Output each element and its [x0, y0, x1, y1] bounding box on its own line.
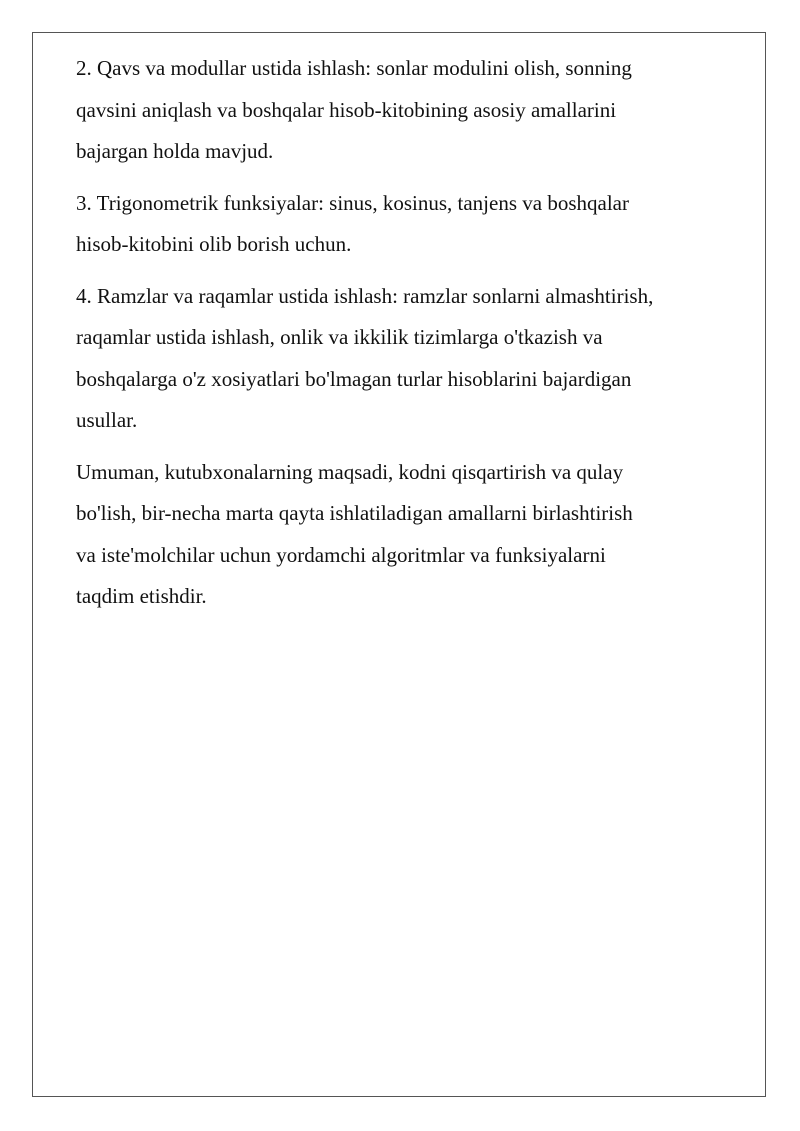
- document-body: [76, 48, 756, 628]
- paragraph-trigonometric-functions: 3. Trigonometrik funksiyalar: sinus, kosinus, tanjens va boshqalar hisob-kitobini olib borish uchun.: [76, 190, 629, 256]
- paragraph-summary: Umuman, kutubxonalarning maqsadi, kodni qisqartirish va qulay bo'lish, bir-necha marta qayta ishlatiladigan amallarni birlashtirish va iste'molchilar uchun yordamchi algoritmlar va funksiyalarni taqdim etishdir.: [76, 459, 633, 608]
- paragraph-symbols-numbers: 4. Ramzlar va raqamlar ustida ishlash: ramzlar sonlarni almashtirish, raqamlar ustida ishlash, onlik va ikkilik tizimlarga o'tkazish va boshqalarga o'z xosiyatlari bo'lmagan turlar hisoblarini bajardigan usullar.: [76, 283, 654, 432]
- paragraph-modulus-brackets: 2. Qavs va modullar ustida ishlash: sonlar modulini olish, sonning qavsini aniqlash va boshqalar hisob-kitobining asosiy amallarini bajargan holda mavjud.: [76, 56, 632, 163]
